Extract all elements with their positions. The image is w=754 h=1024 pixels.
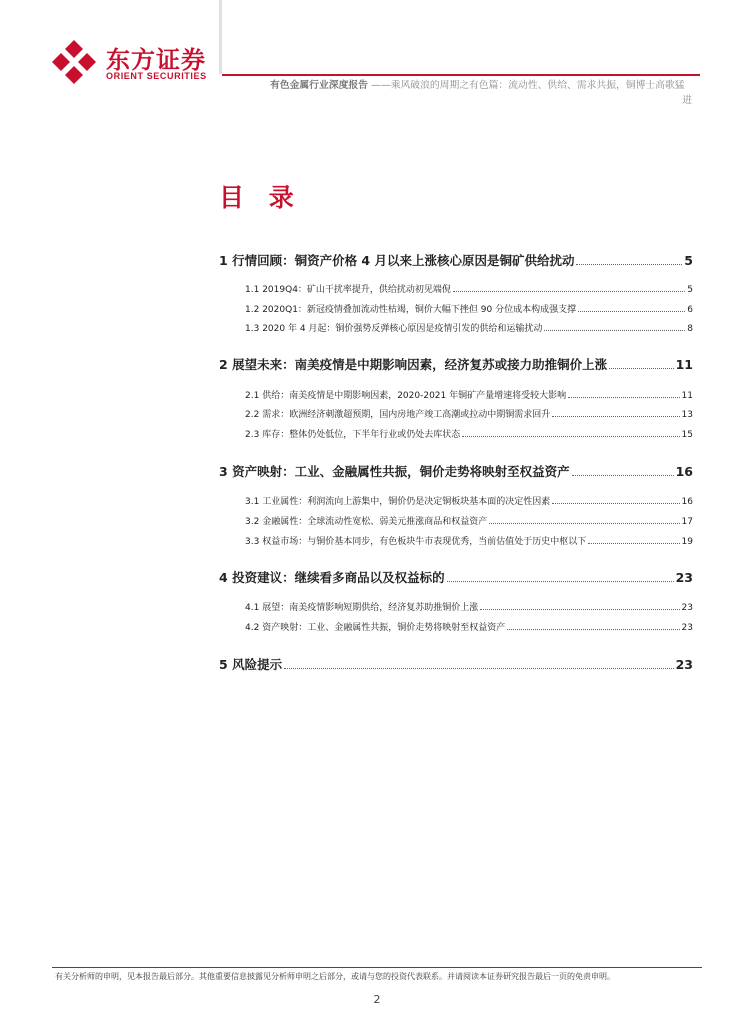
toc-leader-dots <box>480 602 679 610</box>
toc-entry-number: 3.1 <box>245 497 260 507</box>
toc-entry-page: 15 <box>681 430 693 440</box>
toc-entry-title: 资产映射：工业、金融属性共振，铜价走势将映射至权益资产 <box>232 464 570 479</box>
toc-entry[interactable] <box>245 427 693 440</box>
toc-entry-title: 金融属性：全球流动性宽松、弱美元推涨商品和权益资产 <box>262 517 488 527</box>
toc-entry-title: 需求：欧洲经济刺激超预期，国内房地产竣工高潮或拉动中期铜需求回升 <box>262 410 551 420</box>
toc-entry-number: 3.3 <box>245 537 260 547</box>
toc-entry[interactable] <box>219 568 693 586</box>
header-divider-line <box>222 74 700 76</box>
toc-entry-title: 供给：南美疫情是中期影响因素，2020-2021 年铜矿产量增速将受较大影响 <box>262 391 567 401</box>
header-divider-vertical <box>219 0 222 74</box>
toc-entry[interactable] <box>245 514 693 527</box>
brand-name-cn: 东方证券 <box>106 46 206 74</box>
toc-entry-number: 4.1 <box>245 603 260 613</box>
toc-entry-number: 2 <box>219 357 228 372</box>
toc-entry-title: 库存：整体仍处低位，下半年行业或仍处去库状态 <box>262 430 461 440</box>
toc-entry-page: 5 <box>684 253 693 268</box>
toc-leader-dots <box>609 358 674 369</box>
toc-entry[interactable] <box>245 494 693 507</box>
report-subtitle-tail: 进 <box>682 95 692 106</box>
toc-leader-dots <box>572 465 674 476</box>
brand-name-en: ORIENT SECURITIES <box>106 71 207 81</box>
toc-entry-page: 11 <box>681 391 693 401</box>
toc-leader-dots <box>588 536 679 544</box>
report-subtitle: 乘风破浪的周期之有色篇：流动性、供给、需求共振，铜博士高歌猛 <box>390 80 685 91</box>
toc-leader-dots <box>507 622 679 630</box>
toc-entry[interactable] <box>245 302 693 315</box>
orient-securities-logo-icon <box>50 38 98 86</box>
toc-entry-page: 23 <box>675 570 693 585</box>
footer-disclaimer: 有关分析师的申明，见本报告最后部分。其他重要信息披露见分析师申明之后部分，或请与您的投资代表联系。并请阅读本证券研究报告最后一页的免责申明。 <box>55 972 615 981</box>
toc-entry-number: 1.1 <box>245 285 260 295</box>
toc-entry-title: 投资建议：继续看多商品以及权益标的 <box>232 570 445 585</box>
toc-entry-number: 5 <box>219 657 228 672</box>
toc-leader-dots <box>578 304 685 312</box>
toc-entry-title: 权益市场：与铜价基本同步，有色板块牛市表现优秀，当前估值处于历史中枢以下 <box>262 537 587 547</box>
toc-entry-page: 16 <box>675 464 693 479</box>
brand-logo <box>50 38 220 88</box>
toc-entry[interactable] <box>245 620 693 633</box>
page-number: 2 <box>373 993 381 1006</box>
toc-entry-title: 2020Q1：新冠疫情叠加流动性枯竭，铜价大幅下挫但 90 分位成本构成强支撑 <box>262 305 577 315</box>
toc-entry-title: 资产映射：工业、金融属性共振，铜价走势将映射至权益资产 <box>262 623 506 633</box>
toc-entry[interactable] <box>245 600 693 613</box>
toc-entry-page: 23 <box>681 623 693 633</box>
toc-entry-number: 3.2 <box>245 517 260 527</box>
toc-entry-number: 3 <box>219 464 228 479</box>
toc-entry-page: 23 <box>681 603 693 613</box>
toc-entry[interactable] <box>219 355 693 373</box>
toc-entry-number: 4.2 <box>245 623 260 633</box>
toc-entry-page: 5 <box>687 285 693 295</box>
toc-entry-number: 1.2 <box>245 305 260 315</box>
toc-leader-dots <box>489 516 679 524</box>
toc-entry-page: 11 <box>675 357 693 372</box>
toc-entry[interactable] <box>245 282 693 295</box>
toc-title: 目 录 <box>219 183 302 212</box>
toc-entry[interactable] <box>219 462 693 480</box>
toc-entry-number: 4 <box>219 570 228 585</box>
footer-divider-line <box>52 967 702 968</box>
toc-leader-dots <box>447 571 674 582</box>
toc-entry-number: 1.3 <box>245 324 260 334</box>
header-separator: —— <box>367 80 391 91</box>
toc-entry[interactable] <box>245 321 693 334</box>
toc-entry-title: 2020 年 4 月起：铜价强势反弹核心原因是疫情引发的供给和运输扰动 <box>262 324 543 334</box>
toc-leader-dots <box>462 429 679 437</box>
report-type: 有色金属行业深度报告 <box>270 80 368 91</box>
toc-entry-number: 2.2 <box>245 410 260 420</box>
toc-entry[interactable] <box>245 388 693 401</box>
toc-entry-title: 展望：南美疫情影响短期供给，经济复苏助推铜价上涨 <box>262 603 479 613</box>
toc-entry-title: 展望未来：南美疫情是中期影响因素，经济复苏或接力助推铜价上涨 <box>232 357 608 372</box>
toc-entry[interactable] <box>219 655 693 673</box>
toc-entry-page: 6 <box>687 305 693 315</box>
toc-entry-page: 19 <box>681 537 693 547</box>
report-header <box>270 78 692 108</box>
toc-leader-dots <box>544 323 685 331</box>
toc-leader-dots <box>576 254 682 265</box>
toc-entry-title: 风险提示 <box>232 657 283 672</box>
toc-leader-dots <box>453 284 685 292</box>
toc-entry-title: 行情回顾：铜资产价格 4 月以来上涨核心原因是铜矿供给扰动 <box>232 253 575 268</box>
toc-entry-page: 17 <box>681 517 693 527</box>
toc-entry[interactable] <box>245 534 693 547</box>
toc-leader-dots <box>552 496 679 504</box>
toc-entry-page: 13 <box>681 410 693 420</box>
toc-entry-number: 2.3 <box>245 430 260 440</box>
toc-entry[interactable] <box>245 407 693 420</box>
toc-leader-dots <box>284 658 674 669</box>
toc-entry[interactable] <box>219 251 693 269</box>
toc-entry-number: 2.1 <box>245 391 260 401</box>
toc-entry-title: 工业属性：利润流向上游集中，铜价仍是决定铜板块基本面的决定性因素 <box>262 497 551 507</box>
toc-entry-number: 1 <box>219 253 228 268</box>
toc-entry-page: 23 <box>675 657 693 672</box>
toc-leader-dots <box>552 409 679 417</box>
toc-entry-page: 16 <box>681 497 693 507</box>
toc-entry-page: 8 <box>687 324 693 334</box>
toc-leader-dots <box>568 390 679 398</box>
toc-entry-title: 2019Q4：矿山干扰率提升，供给扰动初见端倪 <box>262 285 451 295</box>
